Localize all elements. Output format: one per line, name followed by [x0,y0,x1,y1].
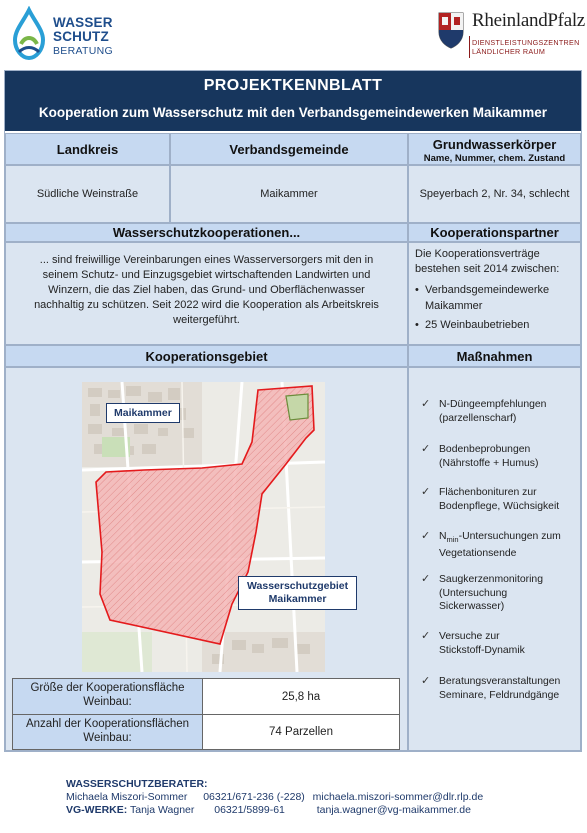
rheinlandpfalz-logo [436,8,585,64]
wasserschutz-logo [9,6,129,64]
check-icon: ✓ [421,630,431,642]
water-drop-icon [9,6,49,64]
gebiet-panel [5,367,408,751]
list-item: • Verbandsgemeindewerke Maikammer [415,284,550,312]
page-subtitle: Kooperation zum Wasserschutz mit den Verbandsgemeindewerken Maikammer [38,105,548,120]
verbandsgemeinde-value: Maikammer [170,165,408,223]
title-banner [5,71,581,131]
check-icon: ✓ [421,530,431,542]
berater-name: Michaela Miszori-Sommer [66,791,188,803]
check-icon: ✓ [421,675,431,687]
vg-label: VG-WERKE: [66,804,128,816]
berater-line [66,791,483,804]
partner-intro: Die Kooperationsverträge bestehen seit 2014 zwischen: [415,248,560,275]
landkreis-value: Südliche Weinstraße [5,165,170,223]
berater-email[interactable]: michaela.miszori-sommer@dlr.rlp.de [312,791,484,803]
protection-area-map [82,382,325,672]
page-title: PROJEKTKENNBLATT [203,77,383,94]
check-icon: ✓ [421,443,431,455]
landkreis-header: Landkreis [5,133,170,165]
project-sheet [4,70,582,752]
partner-header: Kooperationspartner [408,223,581,242]
grundwasserkoerper-subheader: Name, Nummer, chem. Zustand [423,153,566,164]
vg-phone: 06321/5899-61 [214,804,285,816]
vg-name: Tanja Wagner [129,804,195,816]
stats-label-count: Anzahl der Kooperationsflächen Weinbau: [13,715,203,749]
contact-footer [66,778,483,817]
verbandsgemeinde-header: Verbandsgemeinde [170,133,408,165]
check-icon: ✓ [421,486,431,498]
rheinlandpfalz-subtitle: DIENSTLEISTUNGSZENTREN LÄNDLICHER RAUM [472,38,580,56]
massnahmen-header: Maßnahmen [408,345,581,367]
stats-label-area: Größe der Kooperationsfläche Weinbau: [13,679,203,715]
divider [469,36,470,58]
list-item: • 25 Weinbaubetrieben [415,319,530,331]
stats-value-area: 25,8 ha [203,679,399,715]
grundwasserkoerper-header: Grundwasserkörper Name, Nummer, chem. Zustand [408,133,581,165]
berater-phone: 06321/671-236 (-228) [203,791,305,803]
coat-of-arms-icon [436,10,466,50]
vg-email[interactable]: tanja.wagner@vg-maikammer.de [316,804,471,816]
stats-value-count: 74 Parzellen [203,715,399,749]
massnahmen-panel: ✓ N-Düngeempfehlungen (parzellenscharf) ✓ Bodenbeprobungen (Nährstoffe + Humus) ✓ Flächenbonituren zur Bodenpflege, Wüchsigkeit ✓ $N_{min}$-Untersuchungen zum Vegetationsende ✓ Saugkerzenmonitoring (Untersuchung Sickerwasser) ✓ Versuche zur Stickstoff-Dynamik ✓ Beratungsveranstaltungen Seminare, Feldrundgänge [408,367,581,751]
stats-table [12,678,400,750]
map-label-wasserschutzgebiet: Wasserschutzgebiet Maikammer [238,576,357,610]
kooperationen-text: ... sind freiwillige Vereinbarungen eines Wasserversorgers mit den in seinem Schutz- und Einzugsgebiet wirtschaftenden Landwirten und Winzern, die das Ziel haben, das Grund- und Oberflächenwasser nachhaltig zu schützen. Seit 2022 wird die Kooperation als Arbeitskreis weitergeführt. [5,242,408,345]
rheinlandpfalz-wordmark: RheinlandPfalz [472,10,585,31]
berater-label: WASSERSCHUTZBERATER: [66,778,208,790]
check-icon: ✓ [421,573,431,585]
map-label-maikammer: Maikammer [106,403,180,423]
partner-box [408,242,581,345]
grundwasserkoerper-value: Speyerbach 2, Nr. 34, schlecht [408,165,581,223]
check-icon: ✓ [421,398,431,410]
kooperationen-header: Wasserschutzkooperationen... [5,223,408,242]
wasserschutz-logo-text: WASSER SCHUTZ BERATUNG [53,15,113,57]
gebiet-header: Kooperationsgebiet [5,345,408,367]
vg-line [66,804,483,817]
